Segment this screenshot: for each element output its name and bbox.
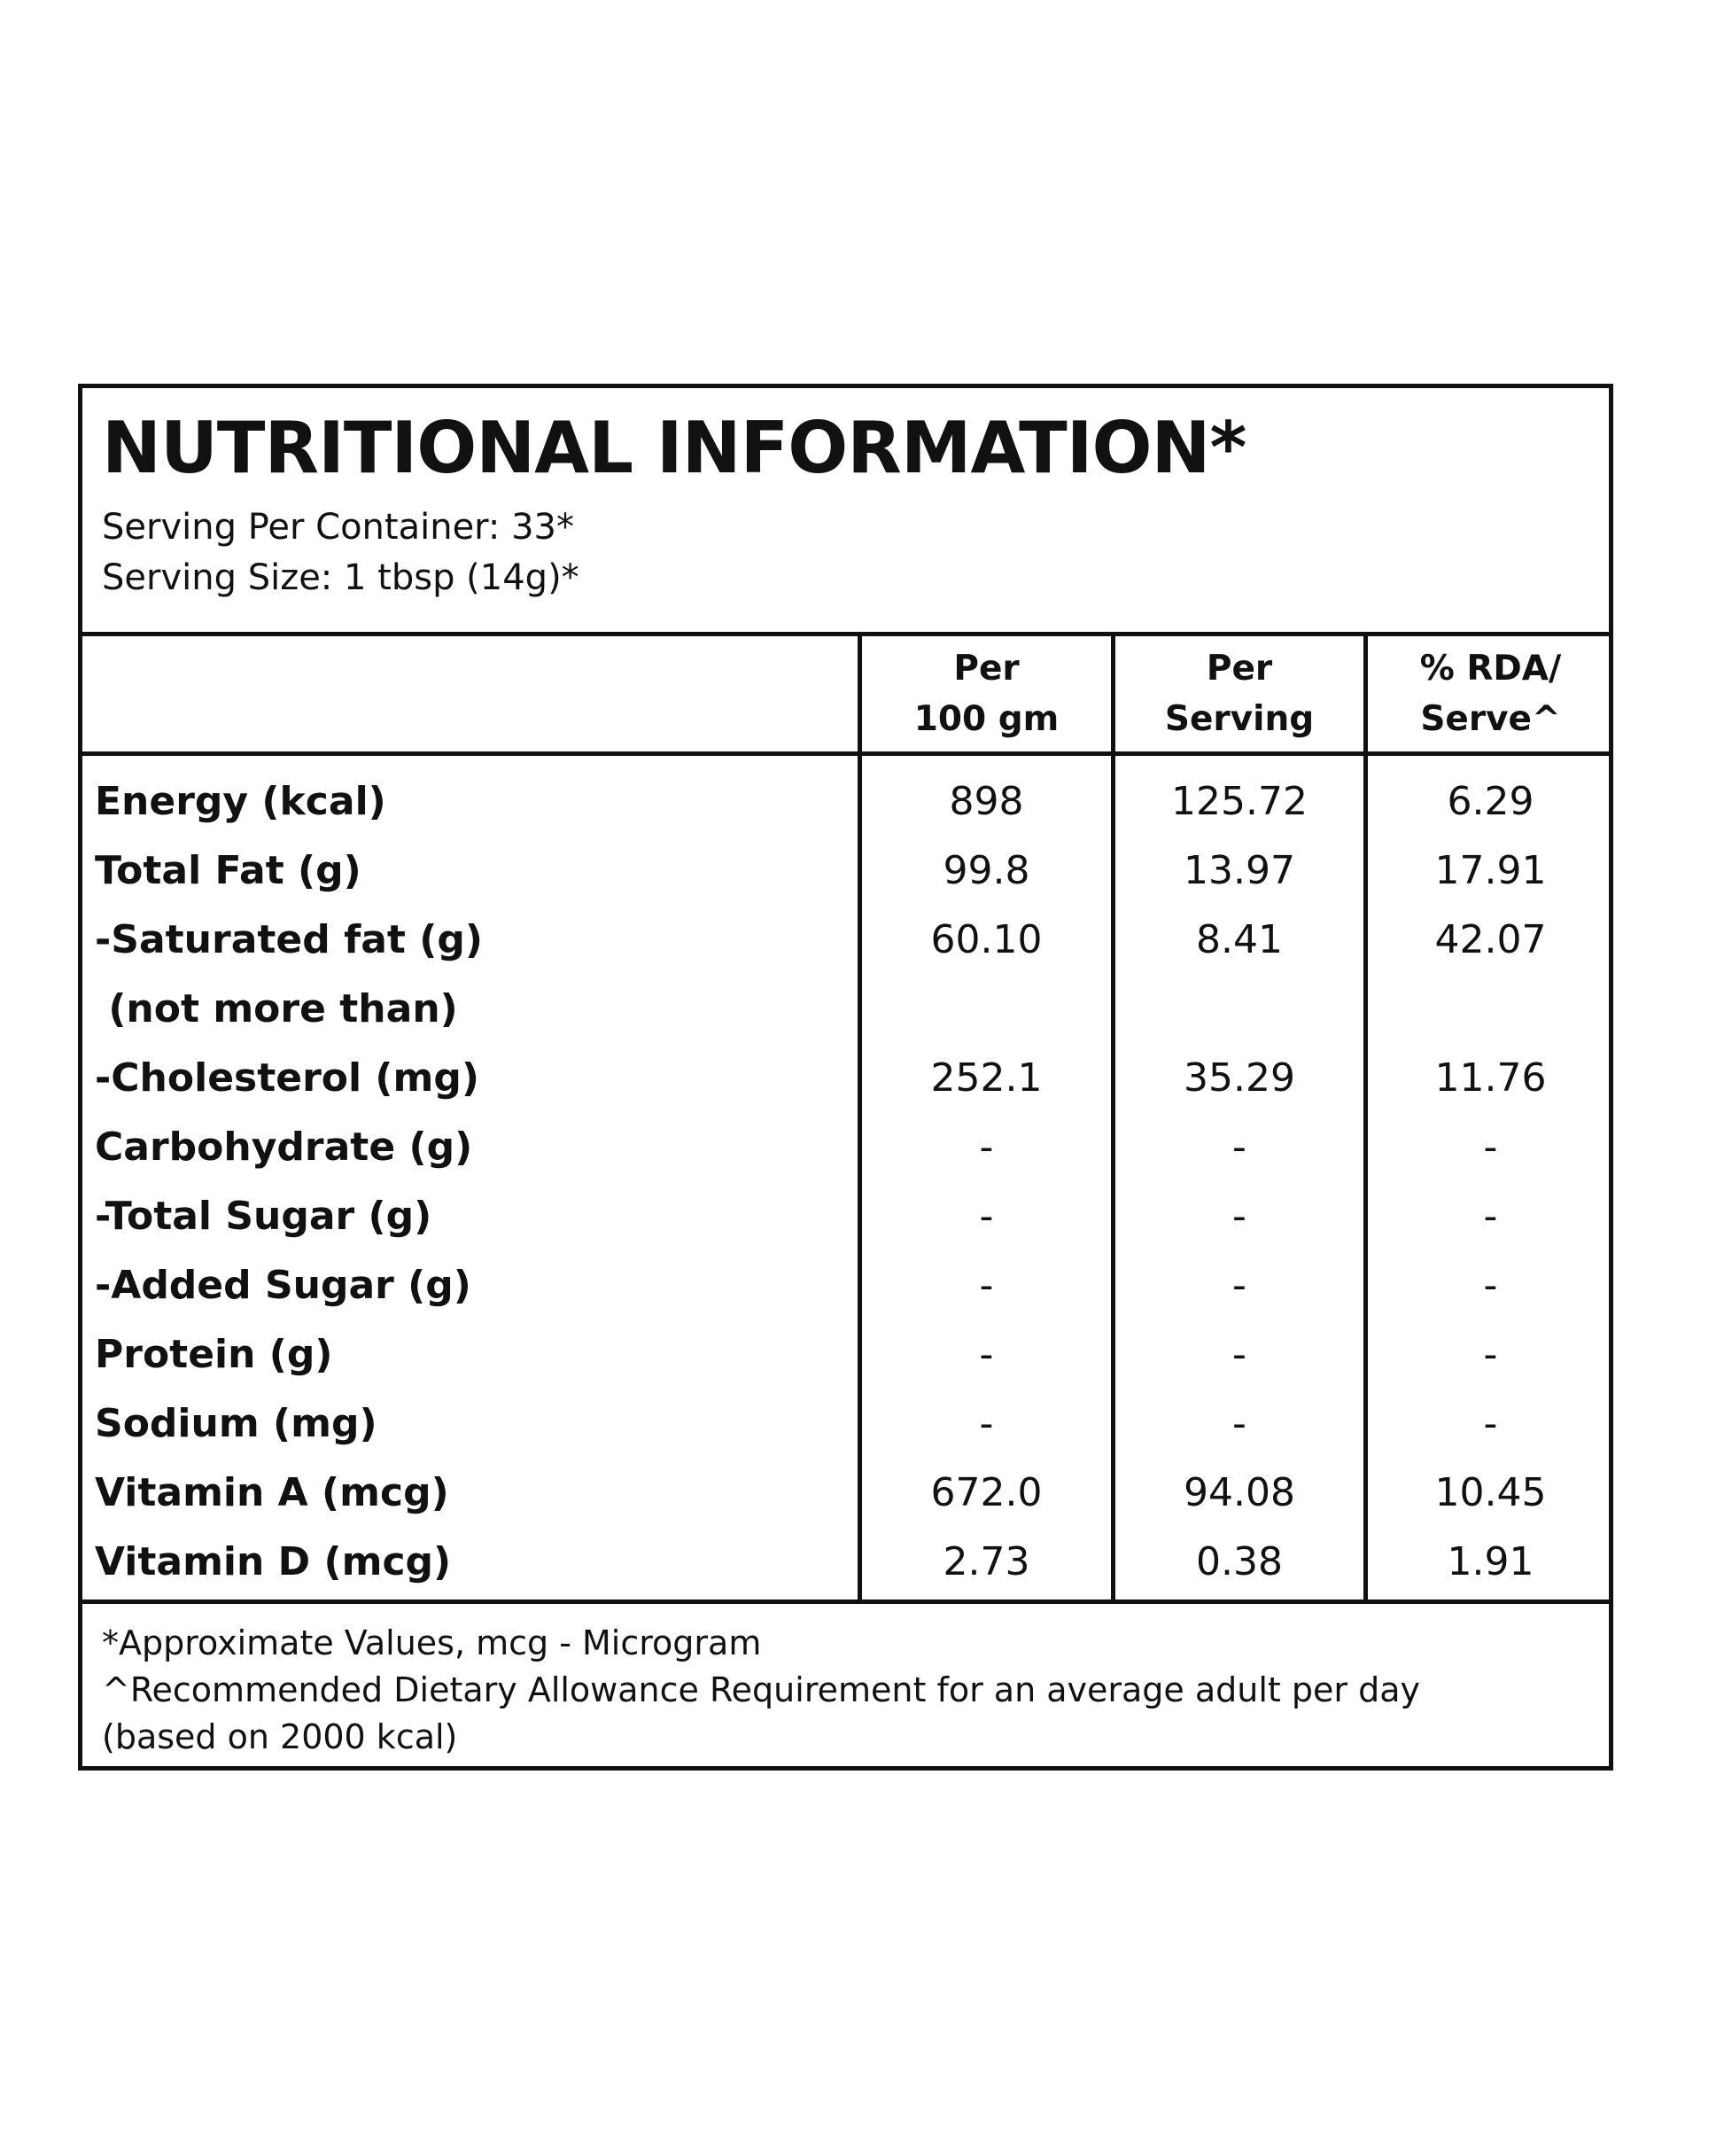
cell-rda: - (1483, 1125, 1498, 1170)
row-label: (not more than) (95, 986, 458, 1031)
table-row (82, 1459, 1609, 1528)
table-row (82, 1528, 1609, 1597)
row-label: Energy (kcal) (95, 779, 386, 824)
column-header-line: Per (953, 649, 1020, 689)
footnote-approximate: *Approximate Values, mcg - Microgram (102, 1623, 762, 1662)
cell-per-100gm: - (979, 1263, 994, 1308)
nutrition-label (78, 384, 1613, 1771)
label-header (82, 388, 1609, 636)
row-label: Sodium (mg) (95, 1401, 377, 1446)
column-header-rda (1368, 643, 1613, 750)
table-row (82, 1044, 1609, 1113)
column-header-per-serving (1115, 643, 1363, 750)
footnote-kcal-basis: (based on 2000 kcal) (102, 1717, 458, 1756)
cell-per-100gm: 99.8 (943, 848, 1030, 893)
cell-per-serving: 8.41 (1196, 917, 1283, 962)
serving-per-container: Serving Per Container: 33* (102, 507, 575, 548)
cell-per-100gm: 60.10 (930, 917, 1043, 962)
table-row (82, 975, 1609, 1044)
cell-per-serving: 0.38 (1196, 1539, 1283, 1584)
column-header-per-100gm (862, 643, 1111, 750)
serving-size: Serving Size: 1 tbsp (14g)* (102, 557, 579, 598)
cell-per-100gm: 672.0 (930, 1470, 1043, 1515)
column-header-line: 100 gm (913, 699, 1060, 739)
row-label: -Total Sugar (g) (95, 1194, 432, 1239)
cell-per-serving: - (1232, 1263, 1246, 1308)
cell-rda: - (1483, 1263, 1498, 1308)
column-header-line: Serving (1164, 699, 1315, 739)
row-label: Total Fat (g) (95, 848, 361, 893)
column-header-line: Per (1206, 649, 1273, 689)
table-row (82, 1251, 1609, 1320)
row-label: -Cholesterol (mg) (95, 1055, 479, 1101)
cell-per-serving: - (1232, 1401, 1246, 1446)
cell-per-serving: 94.08 (1184, 1470, 1295, 1515)
cell-rda: 1.91 (1447, 1539, 1534, 1584)
row-label: Vitamin A (mcg) (95, 1470, 449, 1515)
cell-per-100gm: 898 (949, 779, 1024, 824)
cell-per-serving: - (1232, 1332, 1246, 1377)
column-header-line: % RDA/ (1419, 649, 1562, 689)
table-row (82, 906, 1609, 975)
table-row (82, 1113, 1609, 1182)
table-row (82, 1182, 1609, 1251)
cell-per-serving: 35.29 (1184, 1055, 1295, 1101)
cell-per-serving: - (1232, 1194, 1246, 1239)
cell-per-100gm: - (979, 1125, 994, 1170)
cell-per-serving: 125.72 (1171, 779, 1308, 824)
cell-per-serving: - (1232, 1125, 1246, 1170)
label-title: NUTRITIONAL INFORMATION* (102, 407, 1246, 489)
cell-rda: 10.45 (1434, 1470, 1547, 1515)
cell-per-100gm: - (979, 1401, 994, 1446)
cell-rda: - (1483, 1194, 1498, 1239)
footnote-rda: ^Recommended Dietary Allowance Requirement for an average adult per day (102, 1670, 1420, 1709)
row-label: Vitamin D (mcg) (95, 1539, 452, 1584)
header-divider (82, 751, 1609, 756)
cell-per-100gm: - (979, 1194, 994, 1239)
cell-rda: 11.76 (1434, 1055, 1547, 1101)
cell-rda: 17.91 (1434, 848, 1547, 893)
cell-rda: - (1483, 1332, 1498, 1377)
cell-rda: 6.29 (1447, 779, 1534, 824)
column-header-line: Serve^ (1420, 699, 1561, 739)
row-label: Protein (g) (95, 1332, 333, 1377)
cell-per-100gm: - (979, 1332, 994, 1377)
table-row (82, 1320, 1609, 1389)
row-label: -Added Sugar (g) (95, 1263, 471, 1308)
row-label: Carbohydrate (g) (95, 1125, 473, 1170)
cell-per-100gm: 2.73 (943, 1539, 1030, 1584)
table-row (82, 767, 1609, 837)
table-row (82, 1389, 1609, 1459)
label-footer (82, 1599, 1609, 1771)
row-label: -Saturated fat (g) (95, 917, 483, 962)
cell-per-serving: 13.97 (1184, 848, 1295, 893)
nutrition-table (82, 636, 1609, 1599)
cell-rda: - (1483, 1401, 1498, 1446)
cell-per-100gm: 252.1 (930, 1055, 1043, 1101)
table-row (82, 837, 1609, 906)
cell-rda: 42.07 (1434, 917, 1547, 962)
